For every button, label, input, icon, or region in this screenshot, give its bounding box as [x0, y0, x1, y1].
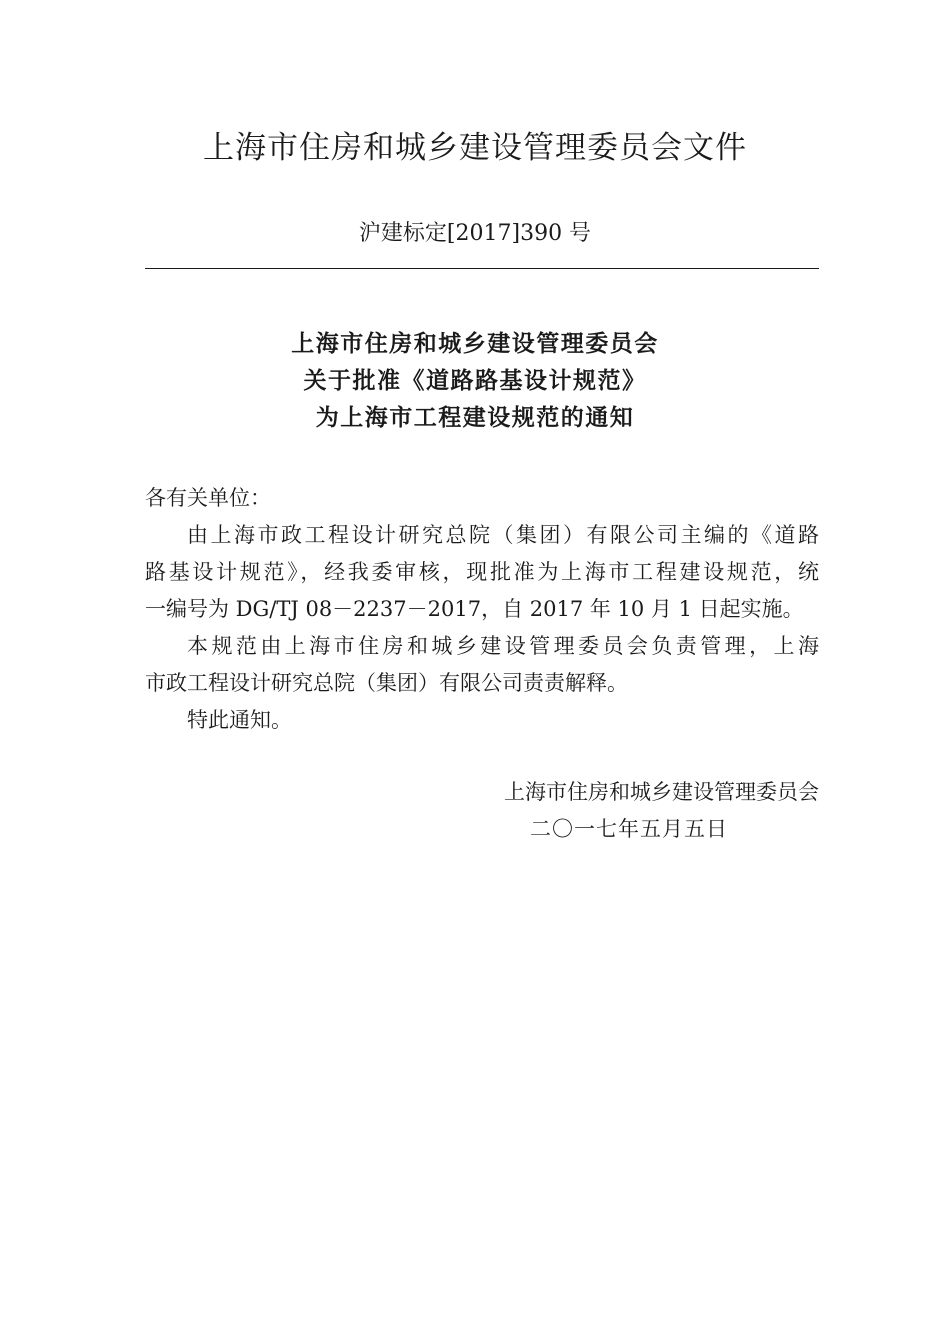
paragraph-line: 一编号为 DG/TJ 08－2237－2017，自 2017 年 10 月 1 日起实施。	[145, 597, 804, 621]
signature-date: 二〇一七年五月五日	[530, 817, 728, 841]
notice-title-line: 上海市住房和城乡建设管理委员会	[291, 331, 659, 357]
notice-title	[0, 326, 950, 437]
paragraph-line: 市政工程设计研究总院（集团）有限公司责责解释。	[145, 671, 628, 695]
issuer-header: 上海市住房和城乡建设管理委员会文件	[203, 130, 747, 166]
paragraph-line: 由上海市政工程设计研究总院（集团）有限公司主编的《道路	[187, 523, 819, 547]
header-divider	[145, 268, 819, 269]
paragraph-management	[145, 628, 819, 702]
salutation-text: 各有关单位：	[145, 486, 271, 510]
notice-title-line: 关于批准《道路路基设计规范》	[303, 368, 647, 394]
salutation	[145, 480, 819, 517]
paragraph-line: 特此通知。	[187, 708, 292, 732]
notice-title-line: 为上海市工程建设规范的通知	[315, 405, 635, 431]
signature-organization: 上海市住房和城乡建设管理委员会	[504, 780, 819, 804]
paragraph-line: 路基设计规范》，经我委审核，现批准为上海市工程建设规范，统	[145, 560, 819, 584]
paragraph-approval	[145, 517, 819, 628]
paragraph-line: 本规范由上海市住房和城乡建设管理委员会负责管理，上海	[187, 634, 819, 658]
document-number: 沪建标定[2017]390 号	[358, 221, 592, 246]
paragraph-closing	[145, 702, 819, 739]
